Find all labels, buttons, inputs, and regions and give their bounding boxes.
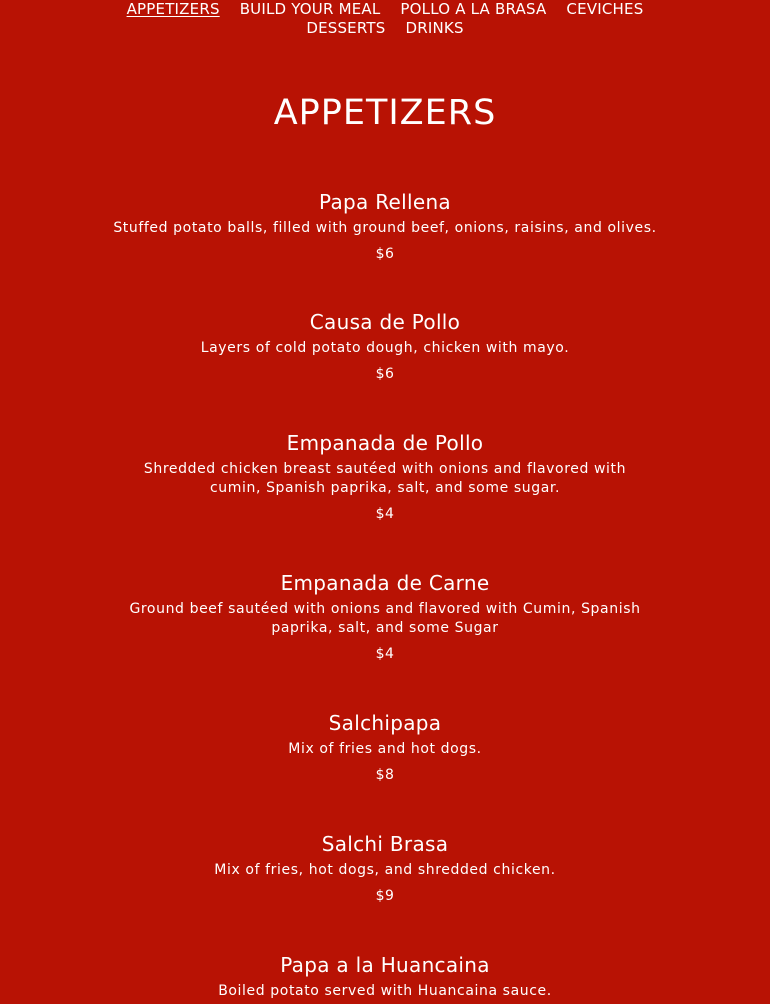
menu-item [0,571,770,664]
item-name: Salchi Brasa [321,832,449,856]
item-description: Ground beef sautéed with onions and flavored with Cumin, Spanish paprika, salt, and some Sugar [129,601,641,636]
menu-item [0,310,770,384]
item-name: Papa Rellena [319,190,451,214]
item-description: Stuffed potato balls, filled with ground beef, onions, raisins, and olives. [113,220,657,236]
item-name: Causa de Pollo [309,310,461,334]
item-price: $6 [375,366,395,382]
nav-link-appetizers[interactable]: APPETIZERS [126,0,220,18]
item-price: $9 [375,888,395,904]
nav-link-build-your-meal[interactable]: BUILD YOUR MEAL [239,0,381,18]
item-price: $8 [375,767,395,783]
nav-link-pollo-a-la-brasa[interactable]: POLLO A LA BRASA [400,0,547,18]
menu-item [0,431,770,524]
nav-row-1 [0,0,770,19]
item-description: Shredded chicken breast sautéed with onions and flavored with cumin, Spanish paprika, salt, and some sugar. [143,461,627,496]
menu-item [0,711,770,785]
item-price: $6 [375,246,395,262]
nav-link-drinks[interactable]: DRINKS [405,19,464,37]
item-price: $4 [375,506,395,522]
item-description: Layers of cold potato dough, chicken with mayo. [200,340,570,356]
item-description: Mix of fries, hot dogs, and shredded chicken. [214,862,556,878]
category-nav [0,0,770,38]
item-description: Mix of fries and hot dogs. [288,741,482,757]
item-name: Salchipapa [328,711,442,735]
item-name: Empanada de Carne [280,571,490,595]
section-title: APPETIZERS [273,93,497,133]
nav-row-2 [0,19,770,38]
menu-item [0,190,770,264]
nav-link-desserts[interactable]: DESSERTS [306,19,386,37]
menu-item [0,953,770,1001]
item-description: Boiled potato served with Huancaina sauce. [218,983,552,999]
item-price: $4 [375,646,395,662]
nav-link-ceviches[interactable]: CEVICHES [566,0,644,18]
item-name: Empanada de Pollo [286,431,484,455]
menu-item [0,832,770,906]
item-name: Papa a la Huancaina [280,953,490,977]
